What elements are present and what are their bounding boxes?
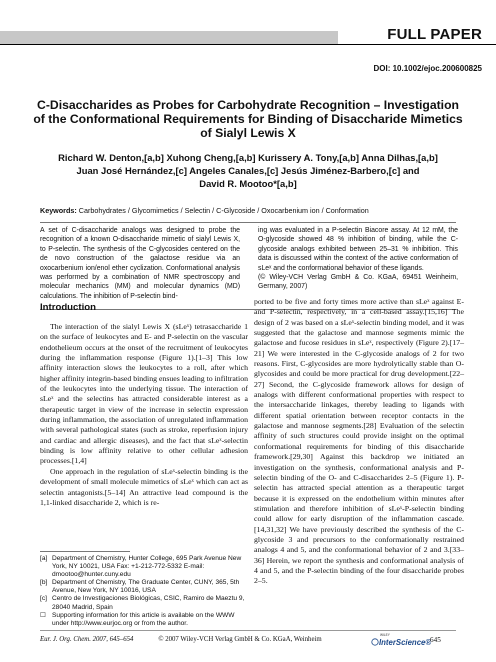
doi: DOI: 10.1002/ejoc.200600825 <box>373 64 482 73</box>
abstract-copyright: (© Wiley-VCH Verlag GmbH & Co. KGaA, 69451 Weinheim, Germany, 2007) <box>258 274 458 291</box>
keywords <box>40 206 456 215</box>
body-column-left <box>40 322 248 508</box>
intro-paragraph-3: ported to be five and forty times more active than sLeˣ against E- and P-selectin, respectively, in a cell-based assay.[15,16] The design of 2 was based on a sLeˣ-selectin binding model, and it was suggested that the galactose and mannose segments mimic the galactose and fucose residues in sLeˣ, respectively (Figure 2).[17–21] We were interested in the C-glycoside analogs of 2 for two reasons. First, C-glycosides are more hydrolytically stable than O-glycosides and could be more practical for drug development.[22–27] Second, the C-glycoside framework allows for design of analogs with different conformational properties with respect to the intersaccharide linkages, thereby leading to ligands with different spatial orientation between receptor contacts in the galactose and mannose segments.[28] Evaluation of the selectin affinity of such structures could provide insight on the optimal conformational requirements for binding of this disaccharide framework.[29,30] Against this backdrop we initiated an investigation on the synthesis, conformational analysis and P-selectin binding of the O- and C-disaccharides 2–5 (Figure 1). P-selectin has attracted special attention as a therapeutic target because it is expressed on the endothelium within minutes after stimulation and therefore inhibition of sLeˣ-P-selectin binding could allow for early disruption of the inflammation cascade.[14,31,32] We have previously described the synthesis of the C-glycoside 3 and precursors to the conformationally restrained analogs 4 and 5, and the conformational behavior of 2 and 3.[33–36] Herein, we report the synthesis and conformational analysis of 4 and 5, and the P-selectin binding of the four disaccharide probes 2–5. <box>254 297 464 586</box>
keywords-label: Keywords: <box>40 206 77 215</box>
supporting-info-icon: ☐ <box>40 611 46 619</box>
intro-heading: Introduction <box>40 302 96 313</box>
footnote-mark: [b] <box>40 579 48 587</box>
footer-copyright: © 2007 Wiley-VCH Verlag GmbH & Co. KGaA, Weinheim <box>158 636 322 643</box>
abstract-right <box>258 226 458 292</box>
header-bar <box>0 31 338 44</box>
page-number: 645 <box>430 636 441 644</box>
body-column-right <box>254 297 464 587</box>
authors-line-2: Juan José Hernández,[c] Angeles Canales,[c] Jesús Jiménez-Barbero,[c] and <box>76 165 420 176</box>
footnote-mark: [c] <box>40 595 47 603</box>
authors-line-3: David R. Mootoo*[a,b] <box>199 178 297 189</box>
author-list <box>30 151 466 190</box>
keywords-text: Carbohydrates / Glycomimetics / Selectin / C-Glycoside / Oxocarbenium ion / Conformation <box>78 206 369 215</box>
section-label: FULL PAPER <box>387 26 482 43</box>
footnote-supporting-info <box>40 612 250 628</box>
footnote-text: Department of Chemistry, The Graduate Center, CUNY, 365, 5th Avenue, New York, NY 10016, USA <box>52 579 240 595</box>
footnote-text: Centro de Investigaciones Biológicas, CSIC, Ramiro de Maeztu 9, 28040 Madrid, Spain <box>52 595 245 611</box>
intro-paragraph-1: The interaction of the sialyl Lewis X (sLeˣ) tetrasaccharide 1 on the surface of leukocytes and E- and P-selectin on the vascular endothelieum occurs at the onset of the recruitment of leukocytes during the inflammation response (Figure 1).[1–3] This low affinity interaction slows the leukocytes to a roll, after which higher affinity integrin-based binding ensues leading to infiltration of the leukocytes into the underlying tissue. The interaction of sLeˣ and the selectins has attracted considerable interest as a therapeutic target in view of the increase in selectin expression during inflammation, the association of unregulated inflammation with several pathological states (such as stroke, reperfusion injury and cardiac and allergic diseases), and the fact that sLeˣ-selectin binding is low affinity relative to other cellular adhesion processes.[1,4] <box>40 322 248 466</box>
abstract-right-text: ing was evaluated in a P-selectin Biacore assay. At 12 mM, the O-glycoside showed 48 % inhibition of binding, while the C-glycoside analogs exhibited between 25–31 % inhibition. This data is discussed within the context of the active conformation of sLeˣ and the conformational behavior of these ligands. <box>258 227 458 272</box>
footnote-a <box>40 555 250 579</box>
journal-citation: Eur. J. Org. Chem. 2007, 645–654 <box>40 636 134 643</box>
footnote-text: Department of Chemistry, Hunter College, 695 Park Avenue New York, NY 10021, USA Fax: +1-212-772-5332 E-mail: dmootoo@hunter.cuny.edu <box>52 555 242 579</box>
logo-big-text: InterScience® <box>379 638 432 647</box>
footnote-rule <box>40 551 130 552</box>
footnote-text: Supporting information for this article is available on the WWW under http://www.eurjoc.org or from the author. <box>52 611 235 627</box>
footnote-mark: [a] <box>40 555 48 562</box>
paper-title: C-Disaccharides as Probes for Carbohydrate Recognition – Investigation of the Conformational Requirements for Binding of Disaccharide Mimetics of Sialyl Lewis X <box>33 98 463 140</box>
header-rule <box>0 44 496 45</box>
intro-paragraph-2: One approach in the regulation of sLeˣ-selectin binding is the development of small molecule mimetics of sLeˣ which can act as selectin antagonists.[5–14] An attractive lead compound is the 1,1-linked disaccharide 2, which is re- <box>40 466 248 507</box>
footnote-c <box>40 595 250 611</box>
abstract-left: A set of C-disaccharide analogs was designed to probe the recognition of a known O-disaccharide mimetic of sialyl Lewis X, to P-selectin. The synthesis of the C-glycosides centered on the de novo construction of the galactose residue via an oxocarbenium ion/enol ether cyclization. Conformational analysis was performed by a combination of NMR spectroscopy and molecular mechanics (MM) and molecular dynamics (MD) calculations. The inhibition of P-selectin bind- <box>40 227 240 300</box>
authors-line-1: Richard W. Denton,[a,b] Xuhong Cheng,[a,b] Kurissery A. Tony,[a,b] Anna Dilhas,[a,b] <box>58 152 438 163</box>
logo-small-text: WILEY <box>380 633 390 637</box>
interscience-logo-icon <box>370 630 432 652</box>
footnote-b <box>40 579 250 595</box>
footnotes <box>40 555 250 628</box>
